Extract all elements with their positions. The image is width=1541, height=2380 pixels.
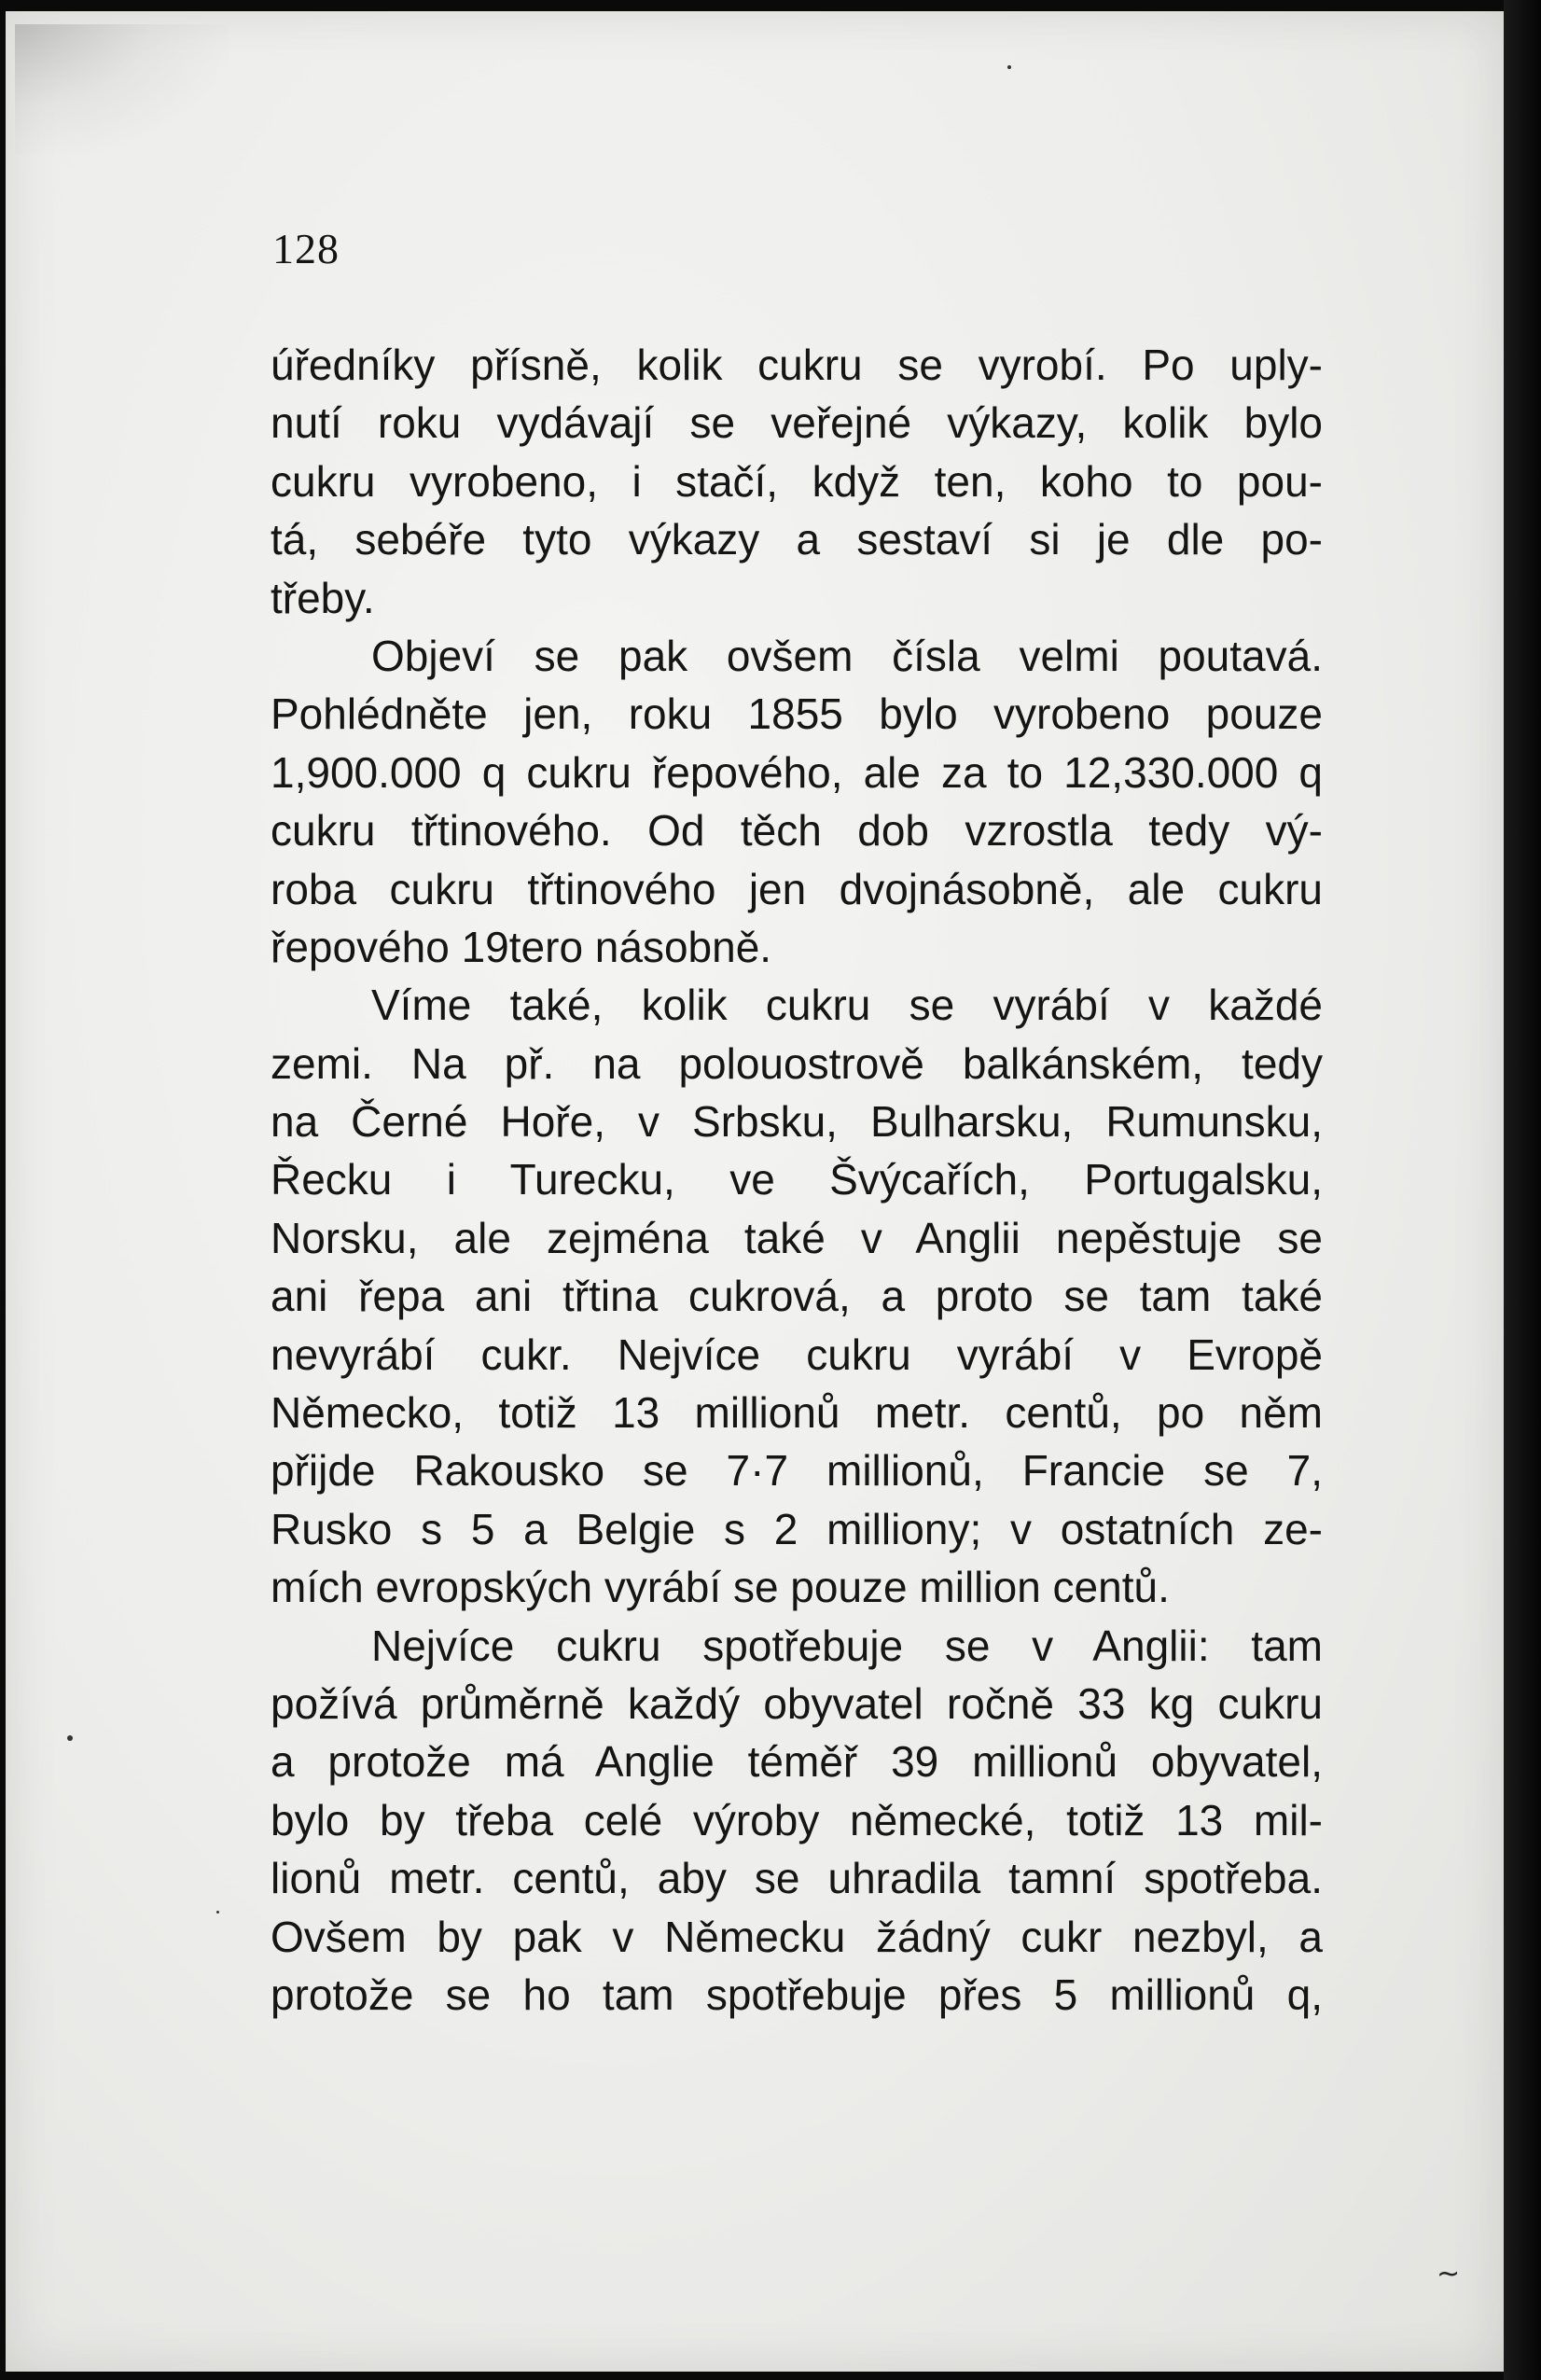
text-line: Nejvíce cukru spotřebuje se v Anglii: tam — [371, 1621, 1323, 1670]
text-line: cukru vyrobeno, i stačí, když ten, koho to pou- — [271, 456, 1323, 506]
text-line: zemi. Na př. na polouostrově balkánském, tedy — [271, 1038, 1323, 1088]
text-line: nevyrábí cukr. Nejvíce cukru vyrábí v Evropě — [271, 1329, 1323, 1379]
text-line: Víme také, kolik cukru se vyrábí v každé — [371, 981, 1323, 1030]
text-line: Objeví se pak ovšem čísla velmi poutavá. — [371, 631, 1323, 680]
text-line: Norsku, ale zejména také v Anglii nepěstuje se — [271, 1213, 1323, 1262]
text-line: požívá průměrně každý obyvatel ročně 33 kg cukru — [271, 1678, 1323, 1728]
corner-smudge — [15, 24, 229, 155]
text-line: Německo, totiž 13 millionů metr. centů, po něm — [271, 1388, 1323, 1438]
text-line: mích evropských vyrábí se pouze million centů. — [271, 1563, 1170, 1612]
text-line: na Černé Hoře, v Srbsku, Bulharsku, Rumunsku, — [271, 1097, 1323, 1147]
text-line: a protože má Anglie téměř 39 millionů obyvatel, — [271, 1737, 1323, 1787]
text-line: nutí roku vydávají se veřejné výkazy, kolik bylo — [271, 398, 1323, 448]
text-line: Pohlédněte jen, roku 1855 bylo vyrobeno pouze — [271, 689, 1323, 739]
text-line: Ovšem by pak v Německu žádný cukr nezbyl, a — [271, 1912, 1323, 1961]
text-line: roba cukru třtinového jen dvojnásobně, ale cukru — [271, 864, 1323, 913]
bottom-ink-mark: ~ — [1437, 2258, 1461, 2290]
page-number: 128 — [272, 225, 340, 272]
text-line: Řecku i Turecku, ve Švýcařích, Portugalsku, — [271, 1155, 1323, 1204]
text-line: třeby. — [271, 573, 375, 622]
text-line: lionů metr. centů, aby se uhradila tamní spotřeba. — [271, 1854, 1323, 1903]
text-line: cukru třtinového. Od těch dob vzrostla tedy vý- — [271, 806, 1323, 856]
text-line: úředníky přísně, kolik cukru se vyrobí. Po uply- — [271, 341, 1323, 389]
text-line: Rusko s 5 a Belgie s 2 milliony; v ostatních ze- — [271, 1504, 1323, 1553]
text-line: 1,900.000 q cukru řepového, ale za to 12,330.000 q — [271, 747, 1323, 797]
paper-fleck — [1007, 65, 1011, 69]
body-text — [271, 336, 1323, 2024]
text-line: řepového 19tero násobně. — [271, 922, 772, 971]
text-line: protože se ho tam spotřebuje přes 5 millionů q, — [271, 1969, 1323, 2019]
text-line: bylo by třeba celé výroby německé, totiž 13 mil- — [271, 1795, 1323, 1844]
text-line: ani řepa ani třtina cukrová, a proto se tam také — [271, 1272, 1323, 1321]
paper-fleck — [216, 1911, 219, 1914]
paper-fleck — [67, 1735, 73, 1741]
text-line: tá, sebéře tyto výkazy a sestaví si je dle po- — [271, 515, 1323, 564]
text-line: přijde Rakousko se 7·7 millionů, Francie se 7, — [271, 1446, 1323, 1496]
scan-right-edge — [1504, 0, 1541, 2380]
